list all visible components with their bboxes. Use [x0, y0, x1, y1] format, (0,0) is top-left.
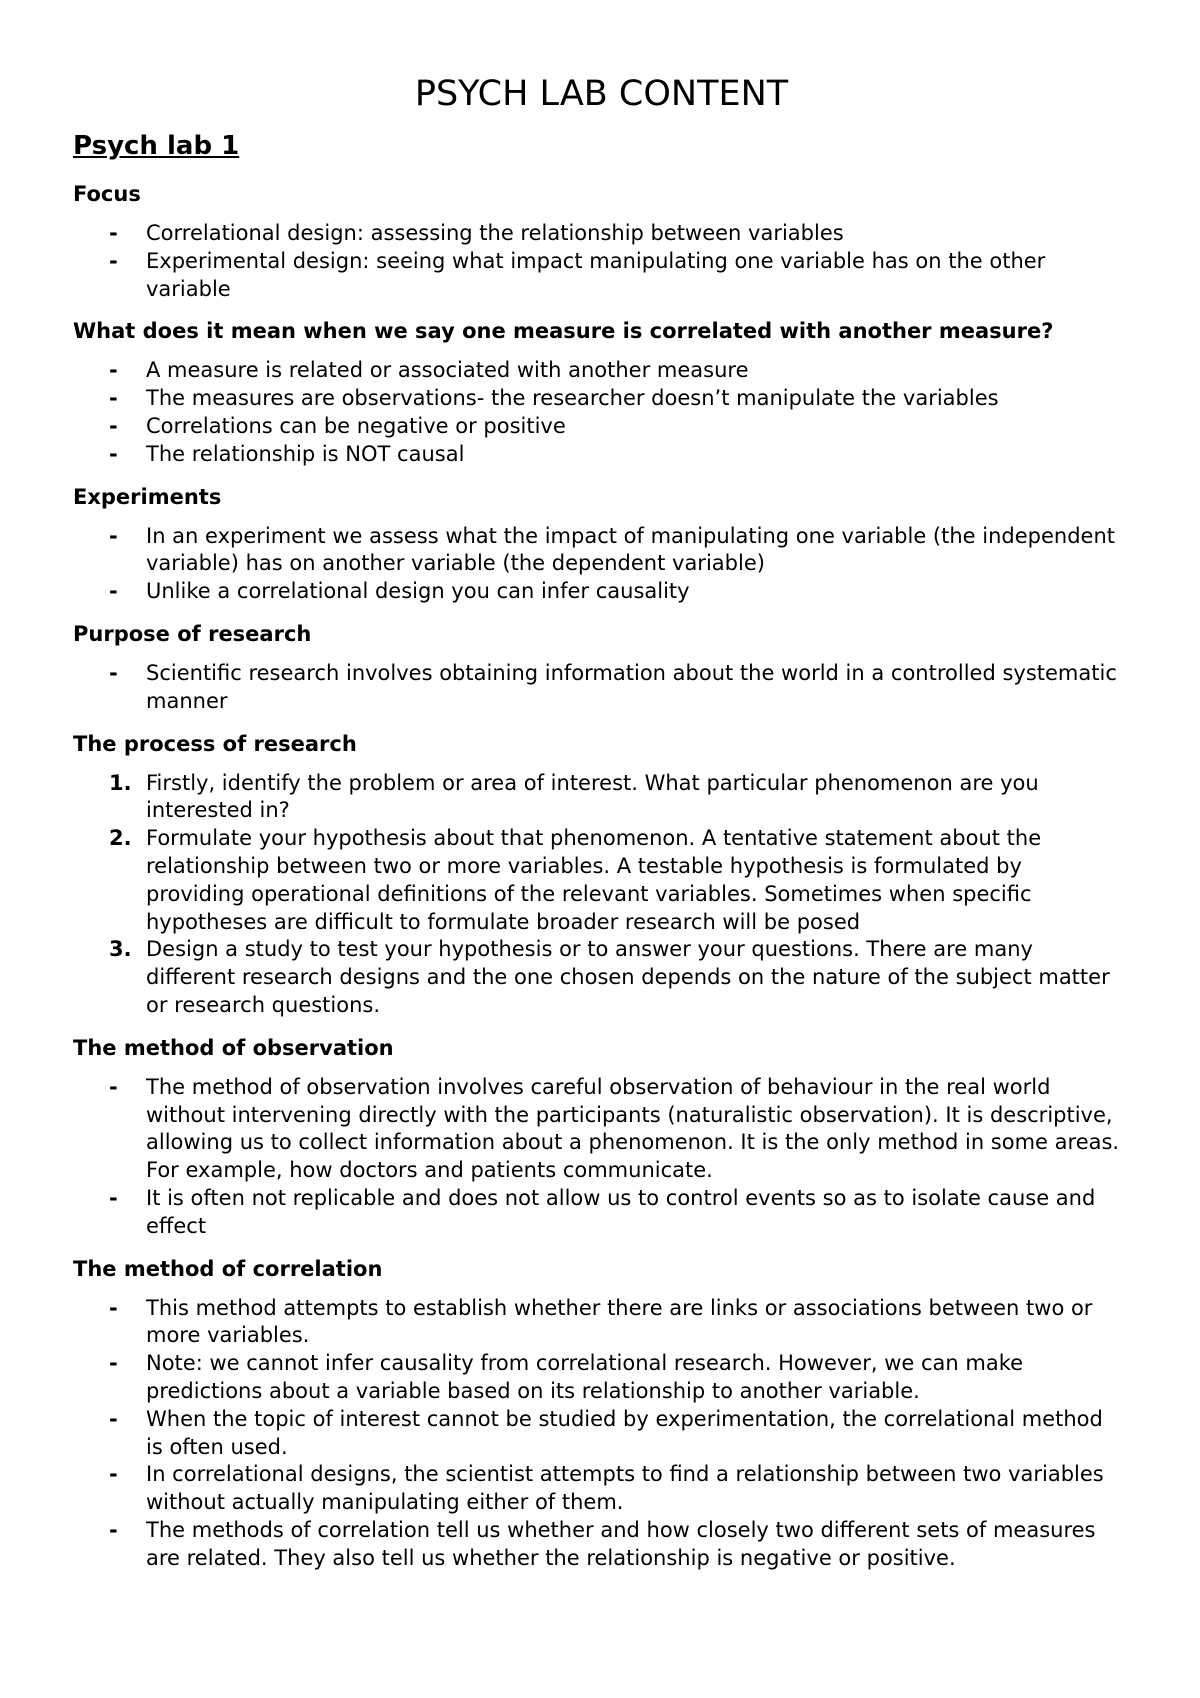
list-item — [73, 1461, 1120, 1517]
list-item — [73, 825, 1120, 936]
list-item-text: Note: we cannot infer causality from correlational research. However, we can make predictions about a variable based on its relationship to another variable. — [146, 1351, 1024, 1403]
purpose-list — [73, 660, 1120, 716]
list-item — [73, 936, 1120, 1019]
list-item-text: The relationship is NOT causal — [146, 441, 465, 466]
list-item-text: Experimental design: seeing what impact manipulating one variable has on the other variable — [146, 248, 1046, 301]
list-item — [73, 220, 1120, 248]
focus-list — [73, 220, 1120, 303]
dash-bullet: - — [109, 579, 118, 604]
dash-bullet: - — [109, 1517, 118, 1542]
list-item — [73, 441, 1120, 469]
correlated-list — [73, 357, 1120, 468]
list-item-text: Design a study to test your hypothesis or to answer your questions. There are many different research designs and the one chosen depends on the nature of the subject matter or research questions. — [146, 937, 1110, 1017]
list-item — [73, 1350, 1120, 1406]
section-heading-observation: The method of observation — [73, 1035, 394, 1060]
list-item — [73, 413, 1120, 441]
list-item-text: Formulate your hypothesis about that phenomenon. A tentative statement about the relationship between two or more variables. A testable hypothesis is formulated by providing operational definitions of the relevant variables. Sometimes when specific hypotheses are difficult to formulate broader research will be posed — [146, 826, 1042, 934]
list-item — [73, 1406, 1120, 1462]
dash-bullet: - — [109, 1074, 118, 1099]
list-item-text: This method attempts to establish whether there are links or associations between two or more variables. — [146, 1295, 1093, 1348]
section-heading-focus: Focus — [73, 182, 141, 206]
section-heading-experiments: Experiments — [73, 484, 222, 509]
lab-title: Psych lab 1 — [73, 131, 240, 161]
dash-bullet: - — [109, 441, 118, 466]
list-item — [73, 385, 1120, 413]
dash-bullet: - — [109, 358, 118, 383]
dash-bullet: - — [109, 1185, 118, 1210]
list-item-text: The method of observation involves careful observation of behaviour in the real world without intervening directly with the participants (naturalistic observation). It is descriptive, allowing us to collect information about a phenomenon. It is the only method in some areas. For example, how doctors and patients communicate. — [146, 1074, 1120, 1183]
list-item-text: Unlike a correlational design you can infer causality — [146, 579, 690, 604]
dash-bullet: - — [109, 1406, 118, 1431]
list-item — [73, 1517, 1120, 1573]
list-item-text: In an experiment we assess what the impact of manipulating one variable (the independent variable) has on another variable (the dependent variable) — [146, 523, 1116, 576]
list-item — [73, 770, 1120, 826]
list-item — [73, 1295, 1120, 1351]
number-marker: 1. — [109, 770, 132, 795]
dash-bullet: - — [109, 386, 118, 411]
dash-bullet: - — [109, 1462, 118, 1487]
correlation-list — [73, 1295, 1120, 1573]
list-item-text: It is often not replicable and does not allow us to control events so as to isolate cause and effect — [146, 1185, 1096, 1238]
section-heading-correlated: What does it mean when we say one measure is correlated with another measure? — [73, 319, 1054, 344]
list-item-text: A measure is related or associated with another measure — [146, 358, 749, 383]
dash-bullet: - — [109, 221, 118, 245]
list-item-text: When the topic of interest cannot be studied by experimentation, the correlational method is often used. — [146, 1406, 1103, 1459]
section-heading-purpose: Purpose of research — [73, 621, 312, 646]
dash-bullet: - — [109, 1351, 118, 1376]
experiments-list — [73, 523, 1120, 606]
process-list — [73, 770, 1120, 1020]
document-title: PSYCH LAB CONTENT — [414, 74, 789, 114]
dash-bullet: - — [109, 1295, 118, 1320]
list-item-text: In correlational designs, the scientist attempts to find a relationship between two variables without actually manipulating either of them. — [146, 1462, 1104, 1515]
section-heading-correlation: The method of correlation — [73, 1256, 383, 1281]
list-item-text: The measures are observations- the researcher doesn’t manipulate the variables — [146, 386, 999, 411]
list-item-text: Correlations can be negative or positive — [146, 413, 566, 438]
list-item — [73, 1185, 1120, 1241]
list-item-text: Firstly, identify the problem or area of interest. What particular phenomenon are you interested in? — [146, 770, 1039, 823]
section-heading-process: The process of research — [73, 731, 357, 756]
list-item-text: Correlational design: assessing the relationship between variables — [146, 221, 844, 245]
number-marker: 2. — [109, 826, 132, 851]
dash-bullet: - — [109, 248, 118, 273]
list-item — [73, 248, 1120, 304]
list-item — [73, 357, 1120, 385]
list-item-text: The methods of correlation tell us whether and how closely two different sets of measures are related. They also tell us whether the relationship is negative or positive. — [146, 1517, 1096, 1570]
list-item-text: Scientific research involves obtaining information about the world in a controlled systematic manner — [146, 660, 1117, 713]
list-item — [73, 523, 1120, 579]
list-item — [73, 578, 1120, 606]
dash-bullet: - — [109, 660, 118, 685]
list-item — [73, 660, 1120, 716]
observation-list — [73, 1074, 1120, 1241]
dash-bullet: - — [109, 523, 118, 548]
list-item — [73, 1074, 1120, 1185]
number-marker: 3. — [109, 937, 132, 962]
dash-bullet: - — [109, 413, 118, 438]
